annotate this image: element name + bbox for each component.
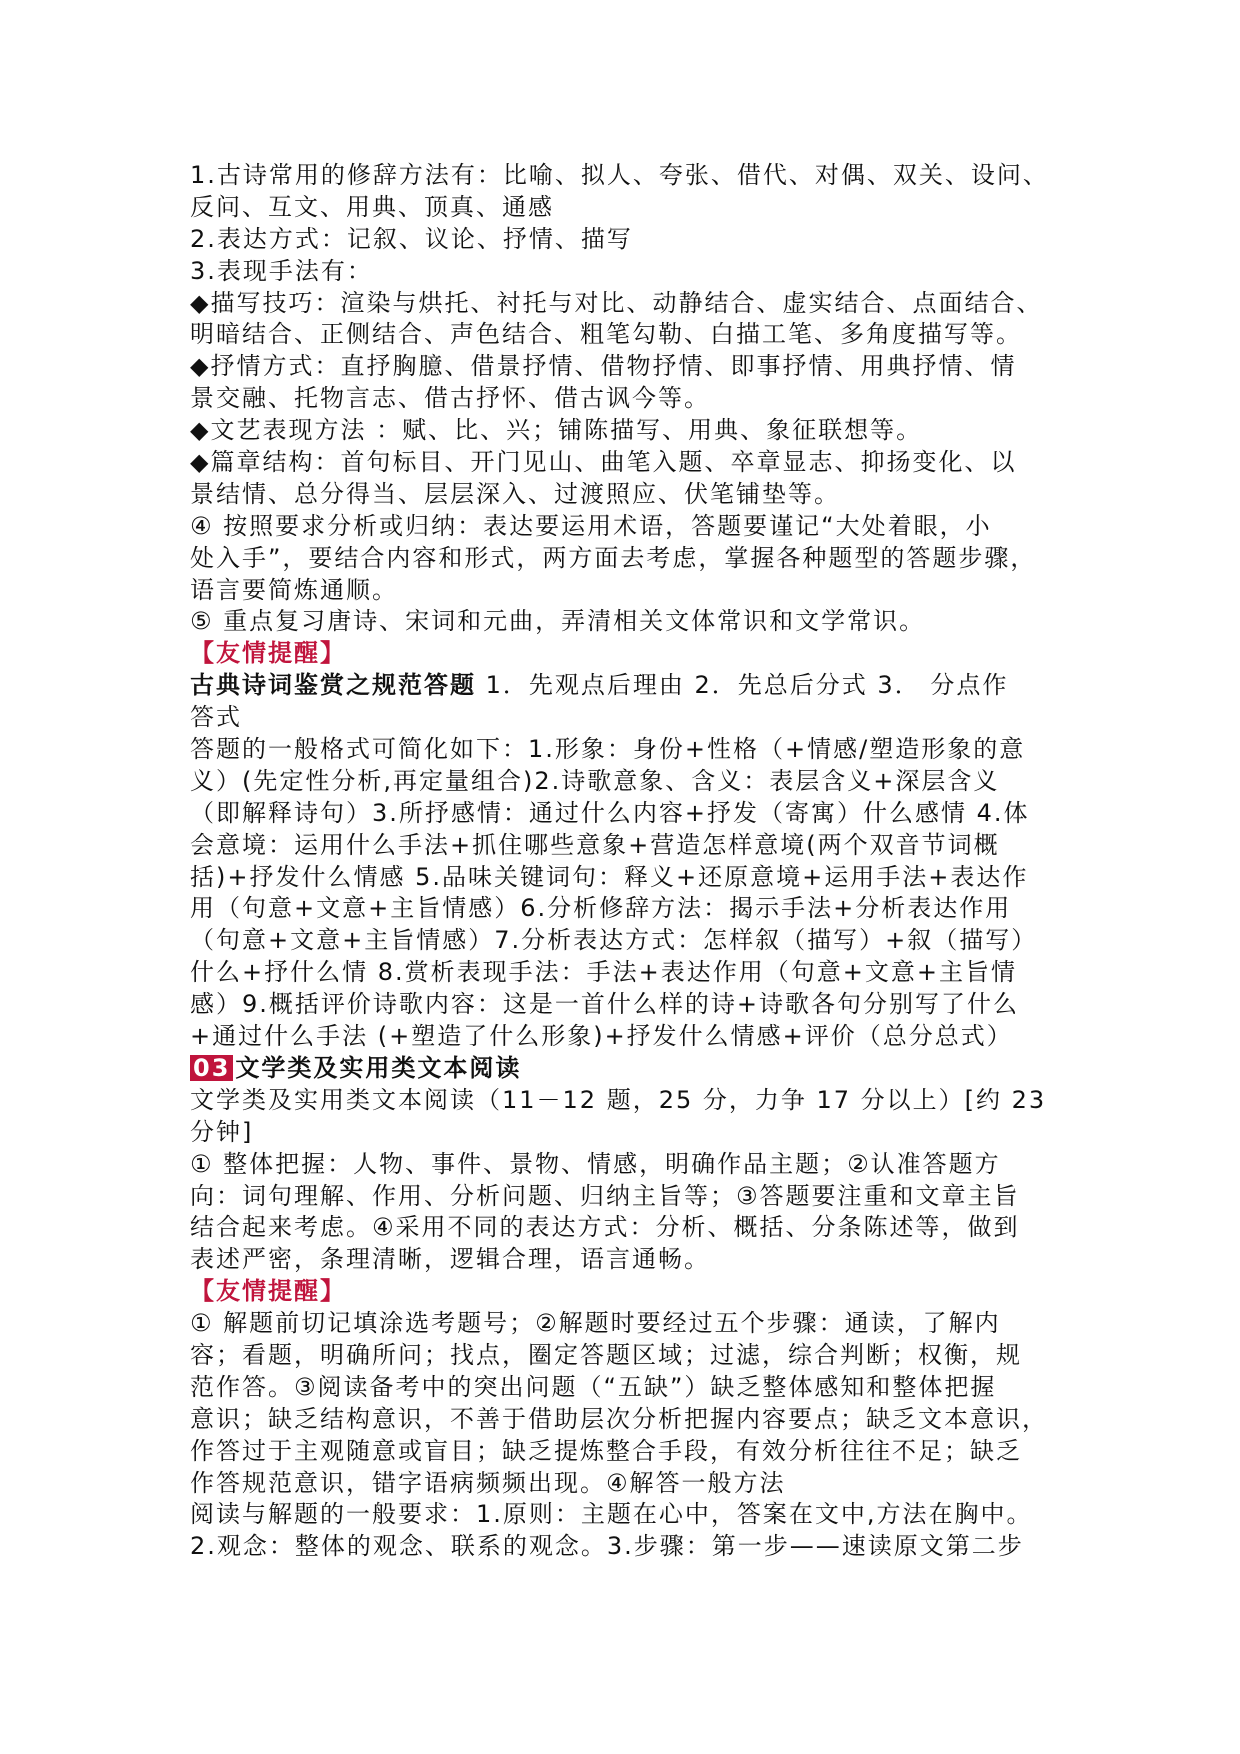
text-line: 括)+抒发什么情感 5.品味关键词句：释义+还原意境+运用手法+表达作	[190, 862, 1029, 891]
text-line: +通过什么手法 (+塑造了什么形象)+抒发什么情感+评价（总分总式）	[190, 1022, 1013, 1051]
text-line: 语言要简炼通顺。	[190, 575, 398, 604]
reminder-heading: 【友情提醒】	[190, 639, 346, 668]
text-line: ◆抒情方式：直抒胸臆、借景抒情、借物抒情、即事抒情、用典抒情、情	[190, 352, 1017, 381]
text-line: ⑤ 重点复习唐诗、宋词和元曲，弄清相关文体常识和文学常识。	[190, 607, 926, 636]
text-line: 答题的一般格式可简化如下：1.形象：身份+性格（+情感/塑造形象的意	[190, 735, 1026, 764]
answer-format-heading-line	[190, 670, 1070, 702]
text-line: 处入手”，要结合内容和形式，两方面去考虑，掌握各种题型的答题步骤，	[190, 543, 1037, 572]
text-line: 1.古诗常用的修辞方法有：比喻、拟人、夸张、借代、对偶、双关、设问、	[190, 161, 1049, 189]
text-line: 向：词句理解、作用、分析问题、归纳主旨等；③答题要注重和文章主旨	[190, 1181, 1020, 1210]
text-line: 作答过于主观随意或盲目；缺乏提炼整合手段，有效分析往往不足；缺乏	[190, 1436, 1022, 1465]
text-line: （即解释诗句）3.所抒感情：通过什么内容+抒发（寄寓）什么感情 4.体	[190, 798, 1030, 827]
text-line: 答式	[190, 703, 242, 732]
text-line: 文学类及实用类文本阅读（11－12 题，25 分，力争 17 分以上）[约 23	[190, 1085, 1047, 1114]
text-line: 作答规范意识，错字语病频频出现。④解答一般方法	[190, 1468, 786, 1497]
text-line: 2.表达方式：记叙、议论、抒情、描写	[190, 224, 633, 253]
text-line: 景结情、总分得当、层层深入、过渡照应、伏笔铺垫等。	[190, 479, 840, 508]
text-line: 感）9.概括评价诗歌内容：这是一首什么样的诗+诗歌各句分别写了什么	[190, 990, 1020, 1019]
text-line: 分钟]	[190, 1117, 254, 1146]
text-line: 3.表现手法有：	[190, 256, 373, 285]
section-number-badge: 03	[190, 1055, 233, 1081]
text-line: 义）(先定性分析,再定量组合)2.诗歌意象、含义：表层含义+深层含义	[190, 766, 1000, 795]
text-line: ◆描写技巧：渲染与烘托、衬托与对比、动静结合、虚实结合、点面结合、	[190, 288, 1043, 317]
text-line: ◆文艺表现方法 ：赋、比、兴；铺陈描写、用典、象征联想等。	[190, 416, 923, 445]
answer-format-title: 古典诗词鉴赏之规范答题	[190, 671, 476, 700]
text-line: 会意境：运用什么手法+抓住哪些意象+营造怎样意境(两个双音节词概	[190, 830, 1000, 859]
text-line: 范作答。③阅读备考中的突出问题（“五缺”）缺乏整体感知和整体把握	[190, 1372, 997, 1401]
section-title: 文学类及实用类文本阅读	[235, 1053, 522, 1082]
text-line: （句意+文意+主旨情感）7.分析表达方式：怎样叙（描写）+叙（描写）	[190, 926, 1038, 955]
text-line: ◆篇章结构：首句标目、开门见山、曲笔入题、卒章显志、抑扬变化、以	[190, 448, 1017, 477]
text-line: 表述严密，条理清晰，逻辑合理，语言通畅。	[190, 1245, 710, 1274]
reminder-heading: 【友情提醒】	[190, 1277, 346, 1306]
text-line: 什么+抒什么情 8.赏析表现手法：手法+表达作用（句意+文意+主旨情	[190, 958, 1017, 987]
document-page	[190, 160, 1070, 1563]
text-line: 阅读与解题的一般要求：1.原则：主题在心中，答案在文中,方法在胸中。	[190, 1500, 1033, 1529]
text-line: 意识；缺乏结构意识，不善于借助层次分析把握内容要点；缺乏文本意识，	[190, 1404, 1048, 1433]
text-line: 用（句意+文意+主旨情感）6.分析修辞方法：揭示手法+分析表达作用	[190, 894, 1012, 923]
answer-format-points: 1．先观点后理由 2．先总后分式 3． 分点作	[476, 671, 1009, 700]
section-heading	[190, 1053, 1070, 1085]
text-line: 结合起来考虑。④采用不同的表达方式：分析、概括、分条陈述等，做到	[190, 1213, 1020, 1242]
text-line: ④ 按照要求分析或归纳：表达要运用术语，答题要谨记“大处着眼，小	[190, 511, 992, 540]
text-line: 明暗结合、正侧结合、声色结合、粗笔勾勒、白描工笔、多角度描写等。	[190, 320, 1022, 349]
text-line: 反问、互文、用典、顶真、通感	[190, 192, 554, 221]
text-line: 容；看题，明确所问；找点，圈定答题区域；过滤，综合判断；权衡，规	[190, 1340, 1022, 1369]
text-line: ① 整体把握：人物、事件、景物、情感，明确作品主题；②认准答题方	[190, 1149, 1001, 1178]
text-line: 景交融、托物言志、借古抒怀、借古讽今等。	[190, 384, 710, 413]
text-line: ① 解题前切记填涂选考题号；②解题时要经过五个步骤：通读，了解内	[190, 1309, 1001, 1338]
text-line: 2.观念：整体的观念、联系的观念。3.步骤：第一步——速读原文第二步	[190, 1532, 1024, 1561]
